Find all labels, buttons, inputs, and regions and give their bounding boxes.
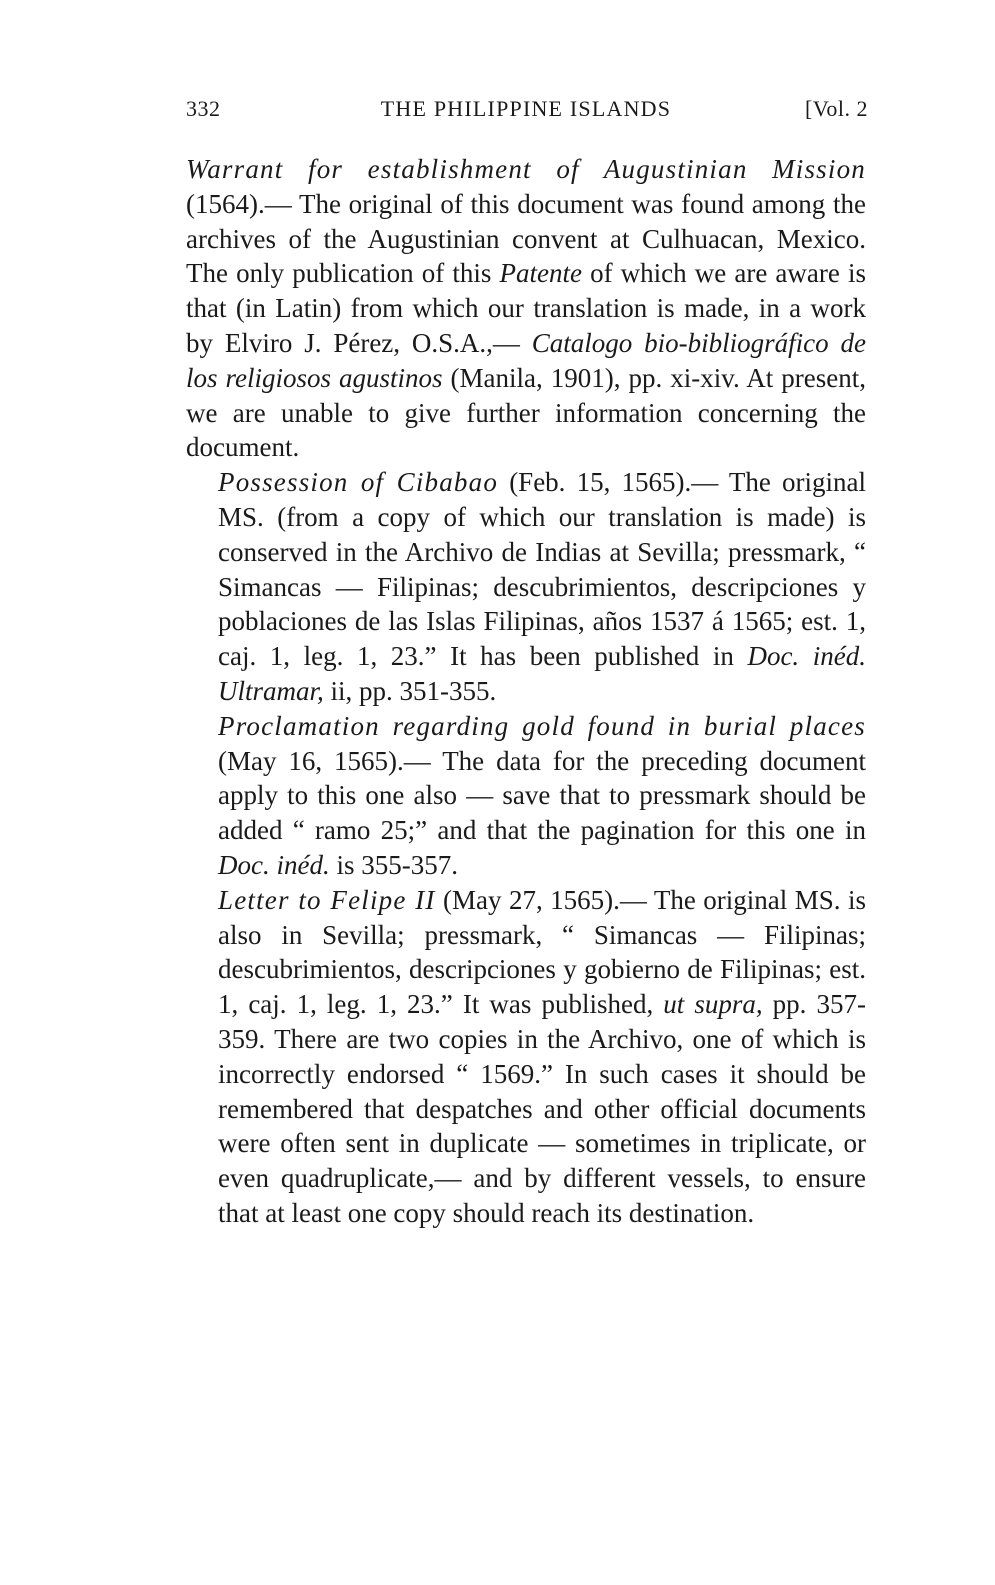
entry-italic: Doc. inéd. — [218, 849, 330, 880]
running-title: THE PHILIPPINE ISLANDS — [380, 96, 672, 121]
entry-text: (Manila, 1901), pp. xi-xiv. At present, we are unable to give further information concerning the document. — [186, 362, 866, 463]
page-body — [186, 152, 866, 1231]
entry-date: (Feb. 15, 1565). — [509, 467, 692, 498]
entry-italic: Patente — [499, 258, 582, 289]
entry-text: ii, pp. 351-355. — [323, 675, 497, 706]
page-header — [186, 96, 866, 132]
entry-warrant — [186, 152, 866, 465]
entry-letter — [186, 883, 866, 1231]
volume-label: [Vol. 2 — [805, 96, 868, 121]
entry-date: (May 27, 1565). — [443, 884, 620, 915]
entry-date: (May 16, 1565). — [218, 745, 404, 776]
page-number: 332 — [186, 96, 221, 121]
entry-text: is 355-357. — [329, 849, 458, 880]
entry-title: Warrant for establishment of Augustinian Mission — [186, 154, 866, 184]
entry-title: Letter to Felipe II — [218, 884, 436, 915]
entry-text: of which we are aware is that (in Latin) from which our translation is made, in a work by Elviro J. Pérez, O.S.A.,— — [186, 258, 866, 358]
entry-italic: Catalogo bio-bibliográfico de los religiosos agustinos — [186, 327, 866, 393]
entry-text: — The data for the preceding document apply to this one also — save that to pressmark should be added “ ramo 25;” and that the pagination for this one in — [218, 745, 867, 846]
entry-proclamation — [186, 709, 866, 883]
entry-text: pp. 357-359. There are two copies in the Archivo, one of which is incorrectly endorsed “ 1569.” In such cases it should be remembered that despatches and other official documents were often sent in duplicate — sometimes in triplicate, or even quadruplicate,— and by different vessels, to ensure that at least one copy should reach its destination. — [218, 989, 866, 1228]
entry-possession — [186, 465, 866, 709]
entry-text: — The original MS. is also in Sevilla; pressmark, “ Simancas — Filipinas; descubrimientos, descripciones y gobierno de Filipinas; est. 1, caj. 1, leg. 1, 23.” It was published, — [218, 884, 866, 1020]
entry-date: (1564). — [186, 188, 265, 219]
entry-italic: Doc. inéd. Ultramar, — [218, 641, 867, 706]
entry-title: Possession of Cibabao — [218, 467, 499, 498]
entry-italic: ut supra, — [663, 989, 763, 1020]
entry-text: — The original MS. (from a copy of which our translation is made) is conserved in the Archivo de Indias at Sevilla; pressmark, “ Simancas — Filipinas; descubrimientos, descripciones y poblaciones de las Islas Filipinas, años 1537 á 1565; est. 1, caj. 1, leg. 1, 23.” It has been published in — [218, 467, 867, 672]
entry-title: Proclamation regarding gold found in burial places — [218, 710, 866, 741]
entry-text: — The original of this document was found among the archives of the Augustinian convent at Culhuacan, Mexico. The only publication of this — [186, 188, 866, 289]
